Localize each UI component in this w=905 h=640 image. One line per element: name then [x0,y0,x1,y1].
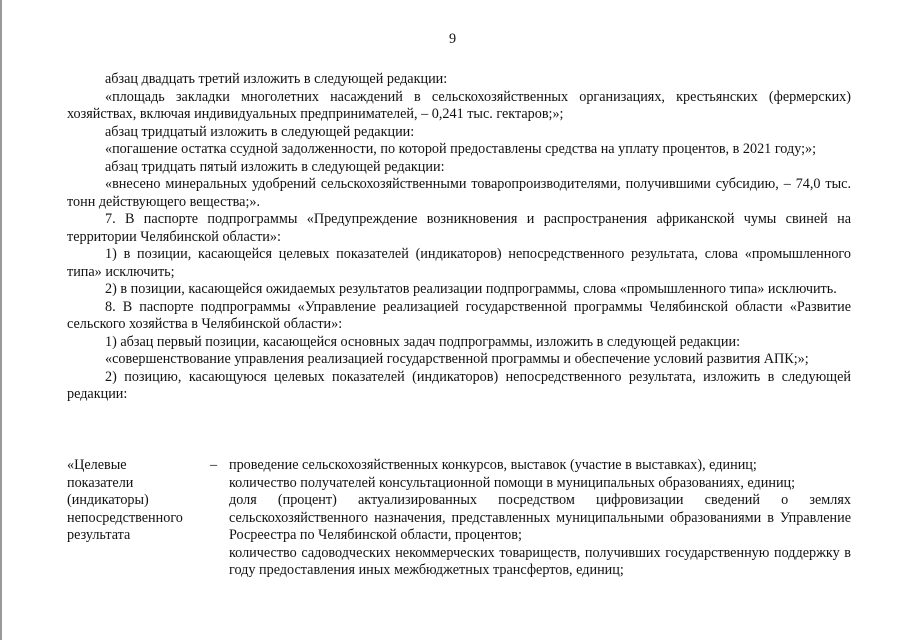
definition-label-line: показатели [67,474,134,491]
document-body [67,71,851,404]
paragraph: абзац двадцать третий изложить в следующей редакции: [105,71,448,87]
paragraph: 1) в позиции, касающейся целевых показателей (индикаторов) непосредственного результата, слова «промышленного типа» исключить; [67,246,851,280]
paragraph: 8. В паспорте подпрограммы «Управление реализацией государственной программы Челябинской области «Развитие сельского хозяйства в Челябинской области»: [67,298,851,332]
definition-label [67,457,207,545]
paragraph: абзац тридцатый изложить в следующей редакции: [105,123,415,140]
paragraph: «погашение остатка ссудной задолженности, по которой предоставлены средства на уплату процентов, в 2021 году;»; [105,141,817,157]
definition-label-line: (индикаторы) [67,492,149,508]
definition-item: доля (процент) актуализированных посредством цифровизации сведений о землях сельскохозяйственного назначения, представленных муниципальными образованиями в Управление Росреестра по Челябинской области, процентов; [229,492,851,543]
definition-item: количество садоводческих некоммерческих товариществ, получивших государственную поддержку в году предоставления иных межбюджетных трансфертов, единиц; [229,544,851,578]
definition-dash: – [210,457,218,473]
scan-edge [0,0,2,640]
paragraph: 2) позицию, касающуюся целевых показателей (индикаторов) непосредственного результата, изложить в следующей редакции: [67,368,851,402]
definition-label-line: непосредственного [67,509,183,526]
definition-item: количество получателей консультационной помощи в муниципальных образованиях, единиц; [229,474,796,491]
definition-label-line: «Целевые [67,457,127,473]
paragraph: «площадь закладки многолетних насаждений в сельскохозяйственных организациях, крестьянских (фермерских) хозяйствах, включая индивидуальных предпринимателей, – 0,241 тыс. гектаров;»; [67,88,851,122]
paragraph: 1) абзац первый позиции, касающейся основных задач подпрограммы, изложить в следующей редакции: [105,333,741,350]
definition-label-line: результата [67,527,131,543]
paragraph: «совершенствование управления реализацией государственной программы и обеспечение условий развития АПК;»; [105,351,809,367]
paragraph: 7. В паспорте подпрограммы «Предупреждение возникновения и распространения африканской чумы свиней на территории Челябинской области»: [67,211,851,245]
definition-items [229,457,851,580]
definition-item: проведение сельскохозяйственных конкурсов, выставок (участие в выставках), единиц; [229,457,757,473]
paragraph: «внесено минеральных удобрений сельскохозяйственными товаропроизводителями, получившими субсидию, – 74,0 тыс. тонн действующего вещества;». [67,176,851,210]
page-number: 9 [448,31,457,47]
paragraph: абзац тридцать пятый изложить в следующей редакции: [105,158,445,175]
paragraph: 2) в позиции, касающейся ожидаемых результатов реализации подпрограммы, слова «промышленного типа» исключить. [105,281,837,297]
